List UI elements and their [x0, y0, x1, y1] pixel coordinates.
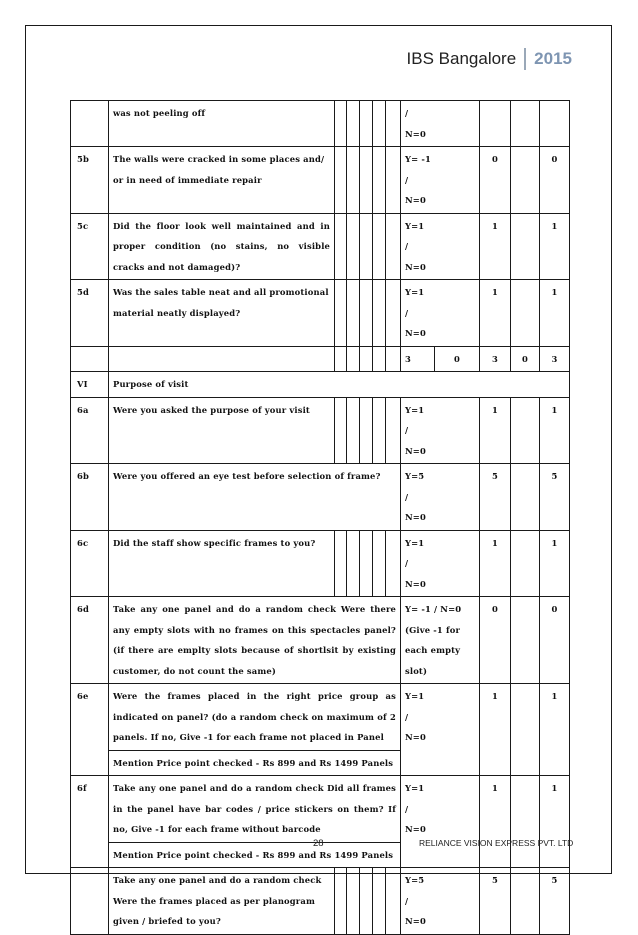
- score-max: 5: [480, 868, 511, 935]
- question-text: Take any one panel and do a random check Were the frames placed as per planogram given / briefed to you?: [109, 868, 335, 935]
- table-row: [71, 868, 570, 935]
- score-given: 1: [540, 280, 570, 347]
- table-row: [71, 464, 570, 531]
- row-id: 5b: [71, 147, 109, 214]
- score-given: 1: [540, 684, 570, 776]
- question-text: Did the floor look well maintained and in proper condition (no stains, no visible cracks and not damaged)?: [109, 213, 335, 280]
- table-row: [71, 147, 570, 214]
- page-header: [407, 40, 572, 70]
- score-max: 1: [480, 530, 511, 597]
- points-cell: Y= -1 / N=0 (Give -1 for each empty slot): [401, 597, 480, 684]
- row-id: 5d: [71, 280, 109, 347]
- question-text: Was the sales table neat and all promotional material neatly displayed?: [109, 280, 335, 347]
- score-given: 1: [540, 776, 570, 868]
- survey-table: [70, 100, 570, 935]
- score-max: 5: [480, 464, 511, 531]
- question-text: Take any one panel and do a random check Did all frames in the panel have bar codes / price stickers on them? If no, Give -1 for each frame without barcode: [109, 776, 401, 843]
- points-cell: Y= -1 / N=0: [401, 147, 480, 214]
- score-given: 0: [540, 597, 570, 684]
- price-point-note: Mention Price point checked - Rs 899 and Rs 1499 Panels: [109, 842, 401, 868]
- total-value: 3: [480, 346, 511, 372]
- total-value: 3: [401, 346, 435, 372]
- section-id: VI: [71, 372, 109, 398]
- price-point-note: Mention Price point checked - Rs 899 and Rs 1499 Panels: [109, 750, 401, 776]
- table-row: [71, 530, 570, 597]
- total-value: 0: [511, 346, 540, 372]
- table-row: [71, 684, 570, 751]
- points-cell: Y=1 / N=0: [401, 684, 480, 776]
- table-row: [71, 101, 570, 147]
- score-max: 1: [480, 280, 511, 347]
- score-max: 1: [480, 213, 511, 280]
- points-cell: Y=5 / N=0: [401, 868, 480, 935]
- score-max: 1: [480, 776, 511, 868]
- table-row: [71, 280, 570, 347]
- row-id: [71, 868, 109, 935]
- points-cell: Y=1 / N=0: [401, 776, 480, 868]
- question-text: Were you asked the purpose of your visit: [109, 397, 335, 464]
- score-given: 5: [540, 868, 570, 935]
- score-max: 0: [480, 147, 511, 214]
- question-text: Did the staff show specific frames to you?: [109, 530, 335, 597]
- row-id: 6b: [71, 464, 109, 531]
- question-text: was not peeling off: [109, 101, 335, 147]
- table-row: [71, 597, 570, 684]
- score-given: 1: [540, 213, 570, 280]
- score-given: 5: [540, 464, 570, 531]
- points-cell: Y=1 / N=0: [401, 530, 480, 597]
- points-cell: Y=5 / N=0: [401, 464, 480, 531]
- section-row: [71, 372, 570, 398]
- table-row: [71, 397, 570, 464]
- row-id: [71, 101, 109, 147]
- question-text: Were the frames placed in the right price group as indicated on panel? (do a random check on maximum of 2 panels. If no, Give -1 for each frame not placed in Panel: [109, 684, 401, 751]
- points-cell: Y=1 / N=0: [401, 213, 480, 280]
- table-row: [71, 213, 570, 280]
- total-row: [71, 346, 570, 372]
- score-given: [540, 101, 570, 147]
- row-id: 6e: [71, 684, 109, 776]
- points-cell: Y=1 / N=0: [401, 280, 480, 347]
- section-title: Purpose of visit: [109, 372, 570, 398]
- row-id: 5c: [71, 213, 109, 280]
- score-max: 1: [480, 684, 511, 776]
- score-given: 0: [540, 147, 570, 214]
- row-id: 6d: [71, 597, 109, 684]
- score-max: 0: [480, 597, 511, 684]
- header-year: 2015: [534, 49, 572, 68]
- question-text: Were you offered an eye test before selection of frame?: [109, 464, 401, 531]
- row-id: 6c: [71, 530, 109, 597]
- company-name: RELIANCE VISION EXPRESS PVT. LTD: [419, 838, 574, 848]
- score-max: 1: [480, 397, 511, 464]
- points-cell: / N=0: [401, 101, 480, 147]
- question-text: The walls were cracked in some places and/ or in need of immediate repair: [109, 147, 335, 214]
- question-text: Take any one panel and do a random check Were there any empty slots with no frames on this spectacles panel? (if there are emplty slots because of shortlsit by existing customer, do not count the same): [109, 597, 401, 684]
- row-id: 6f: [71, 776, 109, 868]
- score-given: 1: [540, 530, 570, 597]
- score-given: 1: [540, 397, 570, 464]
- total-value: 3: [540, 346, 570, 372]
- table-row: [71, 776, 570, 843]
- total-value: 0: [435, 346, 480, 372]
- score-max: [480, 101, 511, 147]
- page-number: 28: [313, 838, 324, 849]
- row-id: 6a: [71, 397, 109, 464]
- header-title: IBS Bangalore: [407, 48, 527, 70]
- points-cell: Y=1 / N=0: [401, 397, 480, 464]
